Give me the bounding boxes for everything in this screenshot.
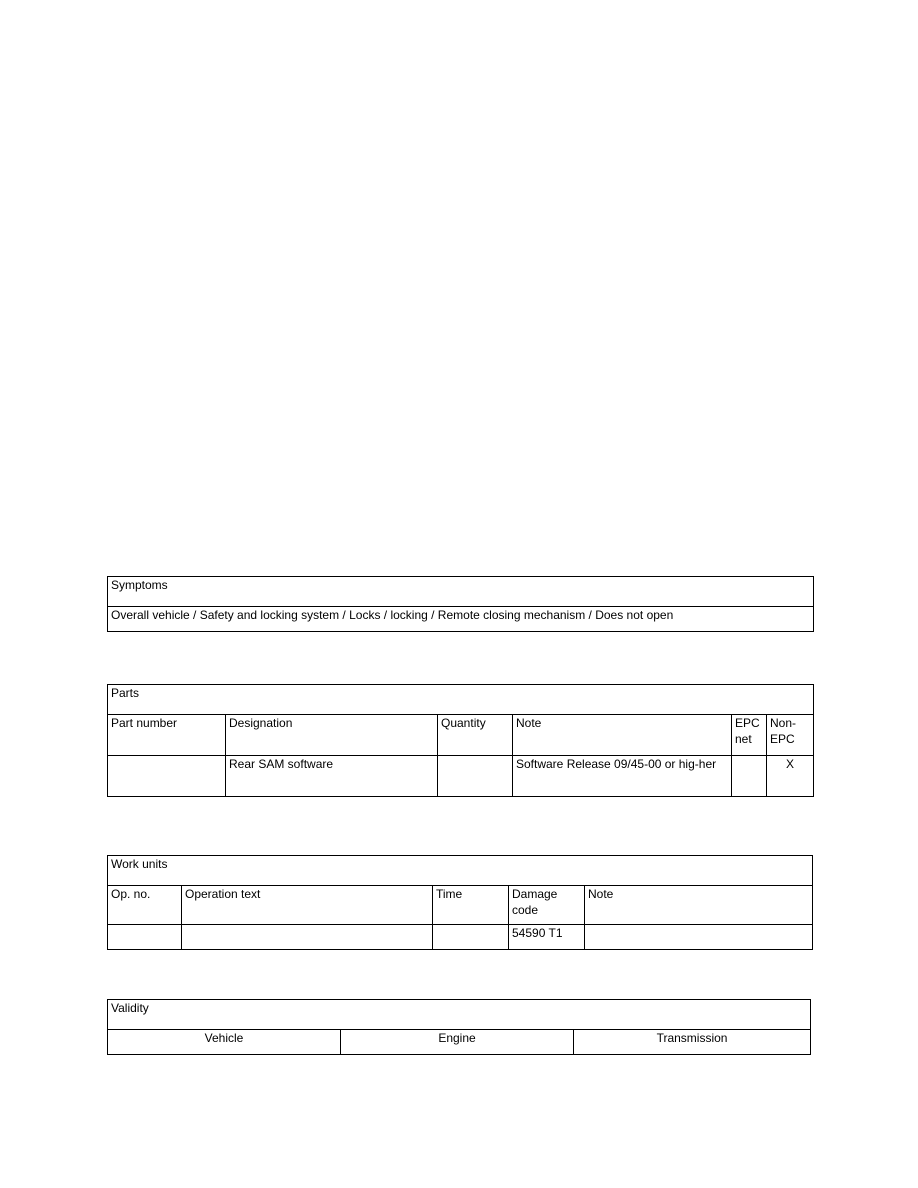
symptoms-title: Symptoms <box>108 577 814 607</box>
work-units-header-note: Note <box>585 886 813 925</box>
validity-title: Validity <box>108 1000 811 1030</box>
symptoms-text: Overall vehicle / Safety and locking system / Locks / locking / Remote closing mechanism / Does not open <box>108 607 814 632</box>
parts-title: Parts <box>108 685 814 715</box>
validity-table <box>107 999 811 1055</box>
parts-cell-epc-net <box>732 756 767 797</box>
work-units-cell-time <box>433 925 509 950</box>
work-units-header-op-no: Op. no. <box>108 886 182 925</box>
parts-header-quantity: Quantity <box>438 715 513 756</box>
symptoms-table <box>107 576 814 632</box>
validity-header-transmission: Transmission <box>574 1030 811 1055</box>
symptoms-title-row <box>108 577 814 607</box>
work-units-header-time: Time <box>433 886 509 925</box>
work-units-table <box>107 855 813 950</box>
parts-header-non-epc: Non-EPC <box>767 715 814 756</box>
parts-title-row <box>108 685 814 715</box>
parts-cell-part-number <box>108 756 226 797</box>
validity-title-row <box>108 1000 811 1030</box>
work-units-header-operation-text: Operation text <box>182 886 433 925</box>
parts-cell-note: Software Release 09/45-00 or hig-her <box>513 756 732 797</box>
parts-cell-quantity <box>438 756 513 797</box>
parts-header-row <box>108 715 814 756</box>
parts-header-epc-net: EPC net <box>732 715 767 756</box>
work-units-header-row <box>108 886 813 925</box>
work-units-header-damage-code: Damage code <box>509 886 585 925</box>
work-units-cell-op-no <box>108 925 182 950</box>
validity-header-row <box>108 1030 811 1055</box>
work-units-title: Work units <box>108 856 813 886</box>
parts-cell-designation: Rear SAM software <box>226 756 438 797</box>
parts-table <box>107 684 814 797</box>
parts-header-part-number: Part number <box>108 715 226 756</box>
work-units-data-row <box>108 925 813 950</box>
work-units-cell-note <box>585 925 813 950</box>
symptoms-data-row <box>108 607 814 632</box>
parts-header-designation: Designation <box>226 715 438 756</box>
validity-header-engine: Engine <box>341 1030 574 1055</box>
parts-data-row <box>108 756 814 797</box>
work-units-cell-damage-code: 54590 T1 <box>509 925 585 950</box>
parts-header-note: Note <box>513 715 732 756</box>
validity-header-vehicle: Vehicle <box>108 1030 341 1055</box>
work-units-cell-operation-text <box>182 925 433 950</box>
work-units-title-row <box>108 856 813 886</box>
parts-cell-non-epc: X <box>767 756 814 797</box>
